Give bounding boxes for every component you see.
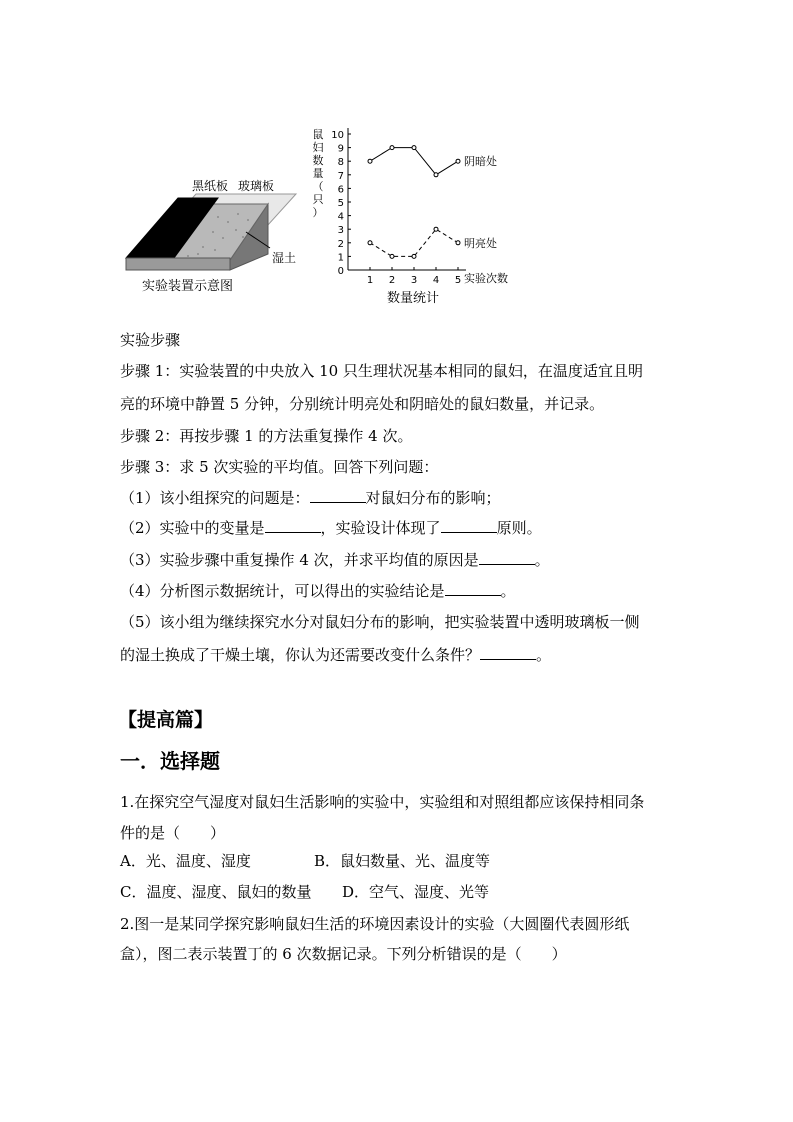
data-point xyxy=(368,159,372,163)
apparatus-caption: 实验装置示意图 xyxy=(142,279,234,294)
data-point xyxy=(390,254,394,258)
chart-caption: 数量统计 xyxy=(386,291,440,306)
label-black-board: 黑纸板 xyxy=(192,179,229,193)
q3-blank[interactable] xyxy=(479,550,535,565)
q5-text-a: 的湿土换成了干燥土壤，你认为还需要改变什么条件？ xyxy=(120,646,481,664)
q1-text-a: （1）该小组探究的问题是： xyxy=(120,489,310,507)
question-4 xyxy=(120,581,516,601)
step3: 步骤 3：求 5 次实验的平均值。回答下列问题： xyxy=(120,458,439,476)
series-line-1 xyxy=(370,229,458,256)
data-point xyxy=(456,241,460,245)
mc1-option-c[interactable]: C．温度、湿度、鼠妇的数量 xyxy=(120,883,312,901)
q2-text-c: 原则。 xyxy=(496,519,542,537)
y-axis-label-char: （ xyxy=(312,180,324,193)
label-wet-soil: 湿土 xyxy=(272,251,297,265)
mc1-option-b[interactable]: B．鼠妇数量、光、温度等 xyxy=(314,852,491,870)
y-tick-label: 5 xyxy=(337,198,344,209)
q4-text-a: （4）分析图示数据统计，可以得出的实验结论是 xyxy=(120,582,445,600)
x-tick-label: 4 xyxy=(432,275,440,286)
q2-blank-2[interactable] xyxy=(441,518,497,533)
question-3 xyxy=(120,550,550,570)
apparatus-diagram xyxy=(118,172,308,302)
series-label-1: 明亮处 xyxy=(464,236,497,250)
y-axis-label-char: 鼠 xyxy=(312,128,324,141)
q1-blank[interactable] xyxy=(310,488,366,503)
y-tick-label: 3 xyxy=(337,225,344,237)
figure-row xyxy=(118,122,558,312)
series-label-0: 阴暗处 xyxy=(464,155,497,169)
x-axis-label: 实验次数 xyxy=(464,272,508,285)
data-point xyxy=(412,254,416,258)
mc1-stem-line2: 件的是（ ） xyxy=(120,824,226,842)
line-chart xyxy=(308,122,558,312)
label-glass-board: 玻璃板 xyxy=(238,179,275,193)
step1-line1: 步骤 1：实验装置的中央放入 10 只生理状况基本相同的鼠妇，在温度适宜且明 xyxy=(120,362,643,380)
data-point xyxy=(456,159,460,163)
x-tick-label: 2 xyxy=(388,275,396,286)
data-point xyxy=(368,241,372,245)
q1-text-b: 对鼠妇分布的影响； xyxy=(365,489,501,507)
mc1-option-d[interactable]: D．空气、湿度、光等 xyxy=(342,883,490,901)
mc1-stem-line1: 1.在探究空气湿度对鼠妇生活影响的实验中，实验组和对照组都应该保持相同条 xyxy=(120,793,645,811)
steps-title: 实验步骤 xyxy=(120,331,181,349)
step1-line2: 亮的环境中静置 5 分钟，分别统计明亮处和阴暗处的鼠妇数量，并记录。 xyxy=(120,395,605,413)
y-axis-label-char: 妇 xyxy=(312,141,324,154)
mc1-option-a[interactable]: A．光、温度、湿度 xyxy=(120,852,251,870)
step2: 步骤 2：再按步骤 1 的方法重复操作 4 次。 xyxy=(120,427,413,445)
advanced-heading: 【提高篇】 xyxy=(118,709,214,731)
question-5-line2 xyxy=(120,645,551,665)
y-axis-label-char: 数 xyxy=(312,154,324,167)
y-tick-label: 2 xyxy=(337,238,344,250)
series-line-0 xyxy=(370,148,458,175)
y-axis-label-char: ） xyxy=(312,206,324,219)
question-5-line1: （5）该小组为继续探究水分对鼠妇分布的影响，把实验装置中透明玻璃板一侧 xyxy=(120,613,640,631)
y-tick-label: 4 xyxy=(337,211,344,223)
q3-text-b: 。 xyxy=(534,551,550,569)
q2-blank-1[interactable] xyxy=(265,518,321,533)
question-1 xyxy=(120,488,501,508)
x-tick-label: 3 xyxy=(410,275,418,286)
data-point xyxy=(412,146,416,150)
q4-text-b: 。 xyxy=(500,582,516,600)
y-axis-label-char: 量 xyxy=(312,167,324,180)
section-heading: 一．选择题 xyxy=(120,749,220,773)
q3-text-a: （3）实验步骤中重复操作 4 次，并求平均值的原因是 xyxy=(120,551,479,569)
y-tick-label: 0 xyxy=(337,266,344,277)
q2-text-a: （2）实验中的变量是 xyxy=(120,519,265,537)
x-tick-label: 5 xyxy=(454,275,462,286)
data-point xyxy=(434,173,438,177)
q5-text-b: 。 xyxy=(536,646,552,664)
chart-axes xyxy=(331,128,466,286)
y-tick-label: 1 xyxy=(337,252,344,264)
data-point xyxy=(390,146,394,150)
mc2-stem-line1: 2.图一是某同学探究影响鼠妇生活的环境因素设计的实验（大圆圈代表圆形纸 xyxy=(120,915,630,933)
y-tick-label: 9 xyxy=(337,143,344,155)
y-tick-label: 6 xyxy=(337,184,344,196)
mc2-stem-line2: 盒），图二表示装置丁的 6 次数据记录。下列分析错误的是（ ） xyxy=(120,945,567,963)
q2-text-b: ，实验设计体现了 xyxy=(320,519,441,537)
data-point xyxy=(434,227,438,231)
y-axis-label-char: 只 xyxy=(312,193,324,206)
y-tick-label: 8 xyxy=(337,157,344,169)
box-front xyxy=(126,258,230,270)
y-tick-label: 7 xyxy=(337,170,344,182)
q4-blank[interactable] xyxy=(445,581,501,596)
question-2 xyxy=(120,518,542,538)
q5-blank[interactable] xyxy=(480,645,536,660)
y-tick-label: 10 xyxy=(331,130,344,141)
chart-series xyxy=(368,146,460,259)
x-tick-label: 1 xyxy=(366,275,374,286)
